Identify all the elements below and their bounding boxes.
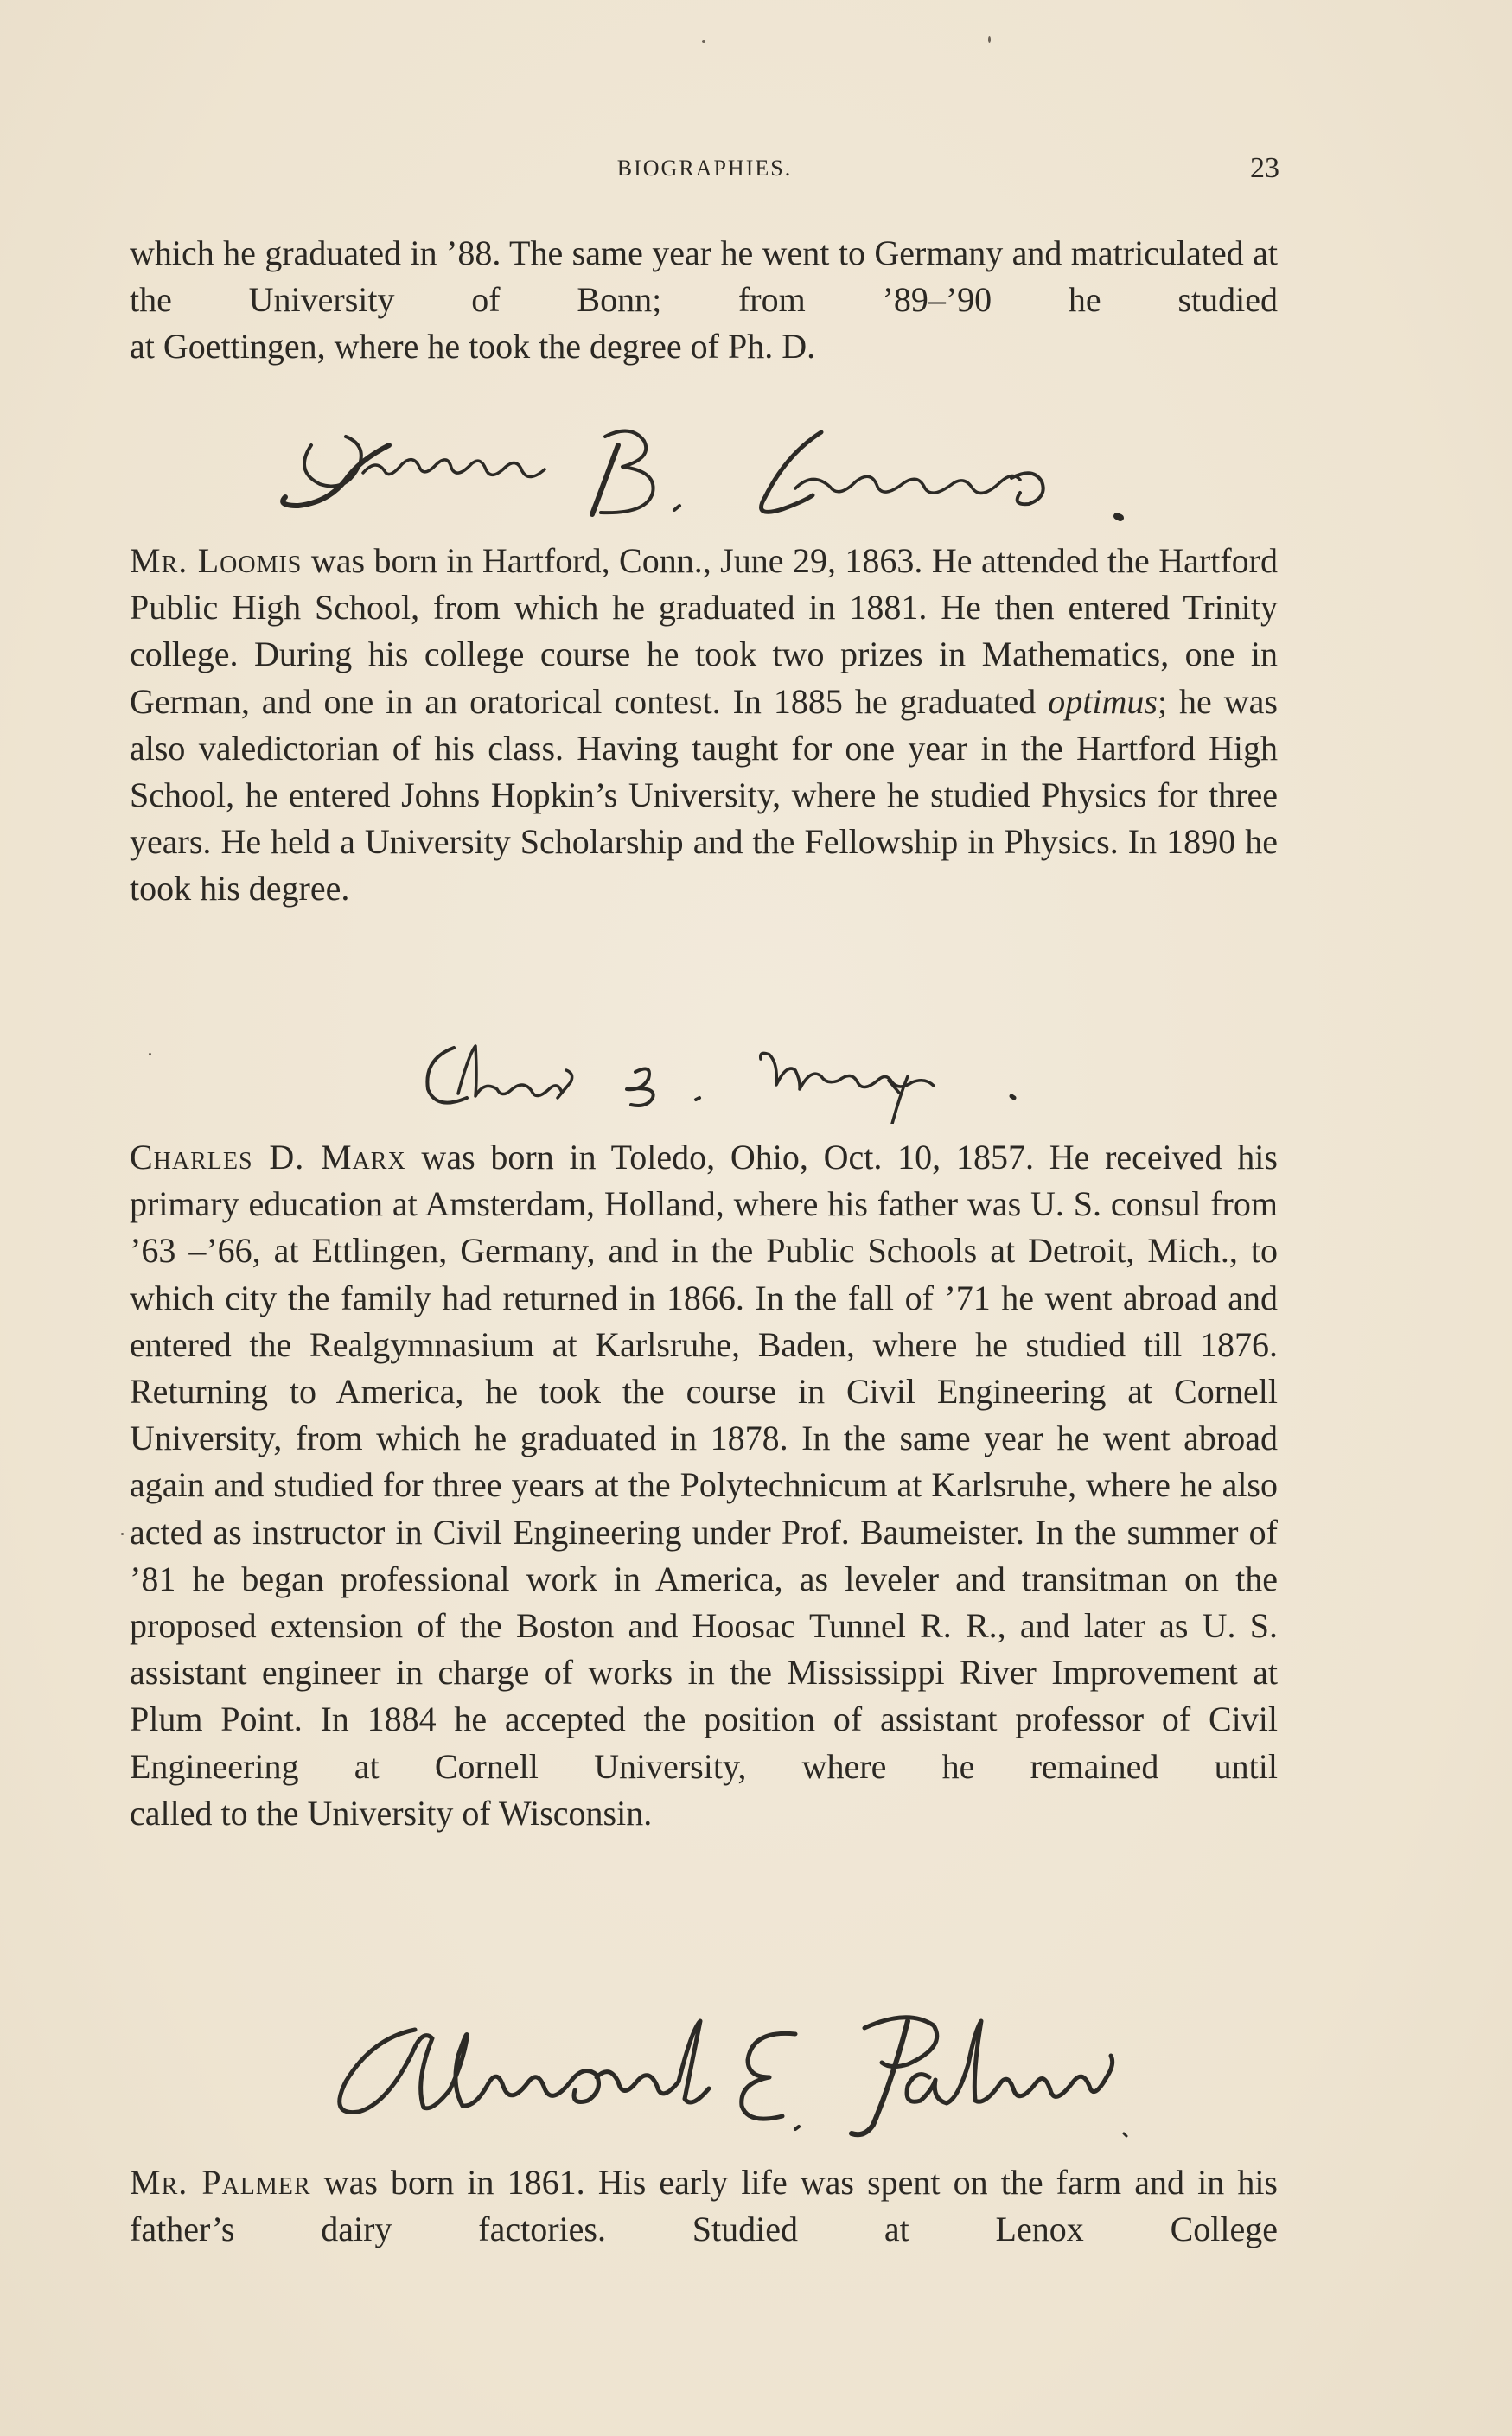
signature-palmer — [311, 2004, 1141, 2142]
paragraph-continuation — [130, 230, 1278, 371]
paragraph-palmer — [130, 2159, 1278, 2253]
page-number: 23 — [1250, 152, 1279, 184]
italic-word: optimus — [1048, 681, 1158, 721]
paragraph-marx — [130, 1134, 1278, 1837]
paragraph-text: was born in 1861. His early life was spent on the farm and in his father’s dairy factories. Studied at Lenox College — [130, 2163, 1278, 2249]
paragraph-text: which he graduated in ’88. The same year he went to Germany and matriculated at the University of Bonn; from ’89–’90 he studied — [130, 233, 1278, 320]
paragraph-last-line: called to the University of Wisconsin. — [130, 1793, 653, 1833]
paragraph-last-line: at Goettingen, where he took the degree of Ph. D. — [130, 327, 816, 367]
signature-marx — [415, 1029, 1037, 1124]
person-name: Charles D. Marx — [130, 1138, 406, 1177]
paragraph-last-line: took his degree. — [130, 869, 350, 909]
paragraph-loomis — [130, 538, 1278, 913]
paragraph-text: was born in Toledo, Ohio, Oct. 10, 1857. He received his primary education at Amsterdam, Holland, where his father was U. S. consul from ’63 –’66, at Ettlingen, Germany, and in the Public Schools at Detroit, Mich., to which city the family had returned in 1866. In the fall of ’71 he went abroad and entered the Realgymnasium at Karlsruhe, Baden, where he studied till 1876. Returning to America, he took the course in Civil Engineering at Cornell University, from which he graduated in 1878. In the same year he went abroad again and studied for three years at the Polytechnicum at Karlsruhe, where he also acted as instructor in Civil Engineering under Prof. Baumeister. In the summer of ’81 he began professional work in America, as leveler and transitman on the proposed extension of the Boston and Hoosac Tunnel R. R., and later as U. S. assistant engineer in charge of works in the Mississippi River Improvement at Plum Point. In 1884 he accepted the position of assistant professor of Civil Engineering at Cornell University, where he remained until — [130, 1138, 1278, 1786]
paper-speck — [702, 40, 705, 43]
paper-speck — [988, 36, 991, 43]
person-name: Mr. Loomis — [130, 541, 303, 580]
paper-speck — [121, 1533, 124, 1535]
person-name: Mr. Palmer — [130, 2163, 311, 2202]
signature-loomis — [259, 419, 1141, 532]
paragraph-text: ; he was also valedictorian of his class. Having taught for one year in the Hartford High School, he entered Johns Hopkin’s University, where he studied Physics for three years. He held a University Scholarship and the Fellowship in Physics. In 1890 he — [130, 681, 1278, 862]
page-header — [130, 152, 1279, 190]
paragraph-text: was born in Hartford, Conn., June 29, 1863. He attended the Hartford Public High School, from which he graduated in 1881. He then entered Trinity college. During his college course he took two prizes in Mathematics, one in German, and one in an oratorical contest. In 1885 he graduated — [130, 541, 1278, 721]
running-title: BIOGRAPHIES. — [616, 156, 793, 181]
paper-speck — [149, 1053, 151, 1055]
